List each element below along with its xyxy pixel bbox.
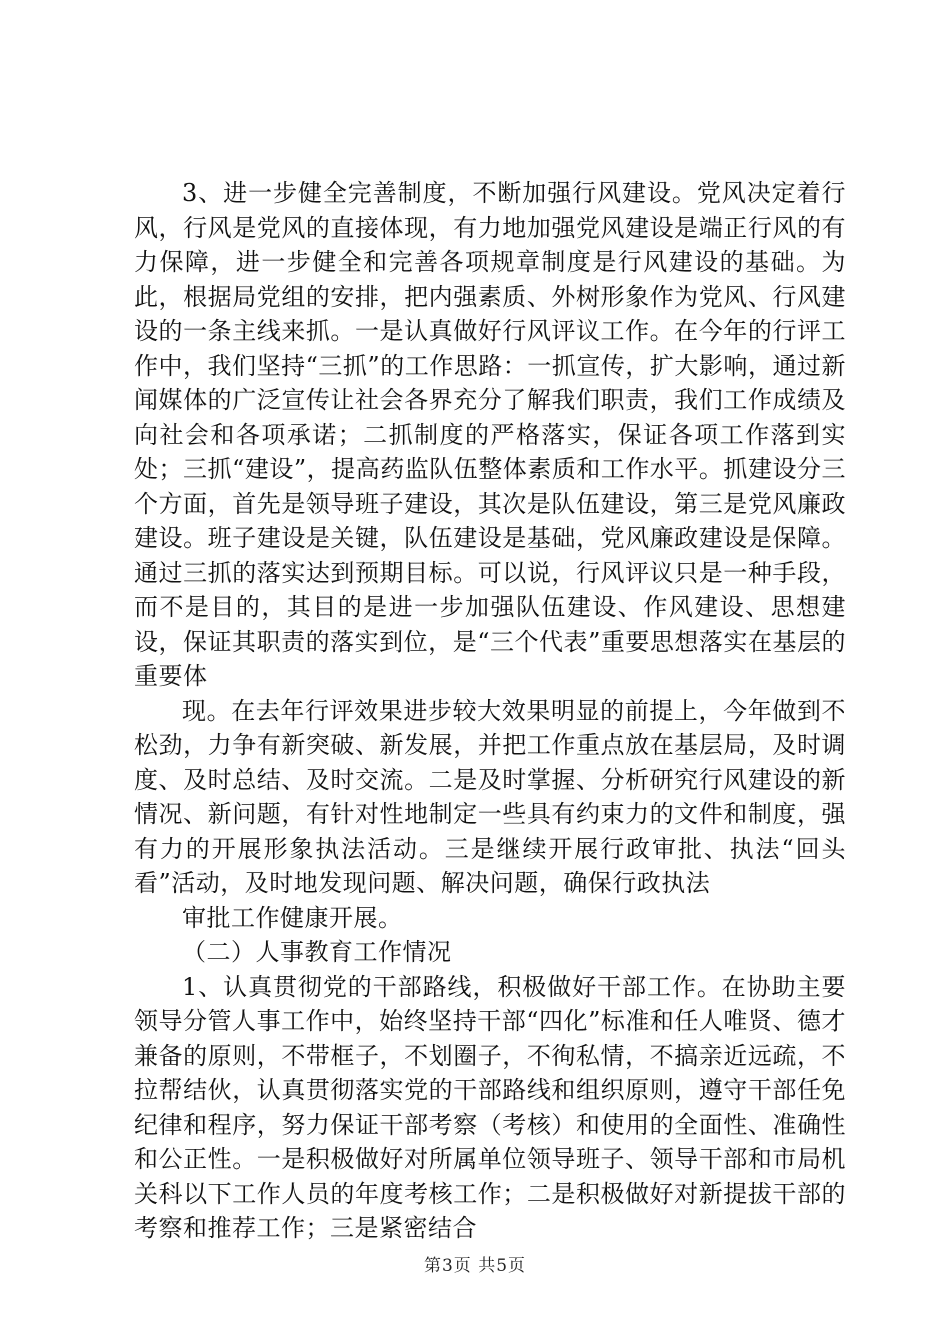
paragraph-conduct-building: 3、进一步健全完善制度，不断加强行风建设。党风决定着行风，行风是党风的直接体现，有力地加强党风建设是端正行风的有力保障，进一步健全和完善各项规章制度是行风建设的基础。为此，根据局党组的安排，把内强素质、外树形象作为党风、行风建设的一条主线来抓。一是认真做好行风评议工作。在今年的行评工作中，我们坚持“三抓”的工作思路：一抓宣传，扩大影响，通过新闻媒体的广泛宣传让社会各界充分了解我们职责，我们工作成绩及向社会和各项承诺；二抓制度的严格落实，保证各项工作落到实处；三抓“建设”，提高药监队伍整体素质和工作水平。抓建设分三个方面，首先是领导班子建设，其次是队伍建设，第三是党风廉政建设。班子建设是关键，队伍建设是基础，党风廉政建设是保障。通过三抓的落实达到预期目标。可以说，行风评议只是一种手段，而不是目的，其目的是进一步加强队伍建设、作风建设、思想建设，保证其职责的落实到位，是“三个代表”重要思想落实在基层的重要体 xyxy=(134,179,846,690)
paragraph-cadre-work: 1、认真贯彻党的干部路线，积极做好干部工作。在协助主要领导分管人事工作中，始终坚持干部“四化”标准和任人唯贤、德才兼备的原则，不带框子，不划圈子，不徇私情，不搞亲近远疏，不拉帮结伙，认真贯彻落实党的干部路线和组织原则，遵守干部任免纪律和程序，努力保证干部考察（考核）和使用的全面性、准确性和公正性。一是积极做好对所属单位领导班子、领导干部和市局机关科以下工作人员的年度考核工作；二是积极做好对新提拔干部的考察和推荐工作；三是紧密结合 xyxy=(134,972,846,1242)
page-number-footer: 第3页 共5页 xyxy=(423,1256,527,1276)
paragraph-approval-fragment: 审批工作健康开展。 xyxy=(182,903,403,932)
paragraph-conduct-continued: 现。在去年行评效果进步较大效果明显的前提上，今年做到不松劲，力争有新突破、新发展，并把工作重点放在基层局，及时调度、及时总结、及时交流。二是及时掌握、分析研究行风建设的新情况、新问题，有针对性地制定一些具有约束力的文件和制度，强有力的开展形象执法活动。三是继续开展行政审批、执法“回头看”活动，及时地发现问题、解决问题，确保行政执法 xyxy=(134,696,846,897)
document-body xyxy=(134,176,846,1246)
section-heading-personnel: （二）人事教育工作情况 xyxy=(182,938,452,966)
